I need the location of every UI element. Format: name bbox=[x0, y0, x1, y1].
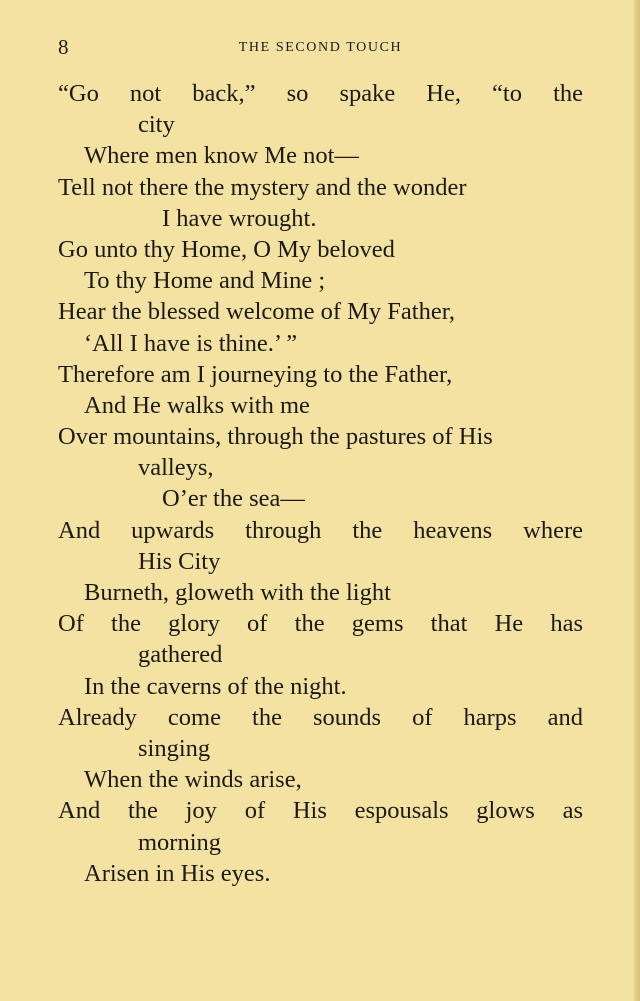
poem-line: gathered bbox=[138, 641, 223, 669]
page-edge bbox=[634, 0, 640, 1001]
poem-line: In the caverns of the night. bbox=[84, 672, 347, 700]
poem-line: O’er the sea— bbox=[162, 485, 305, 513]
poem-line: singing bbox=[138, 734, 211, 762]
poem-line: Go unto thy Home, O My beloved bbox=[58, 235, 395, 263]
poem-line: And the joy of His espousals glows as bbox=[58, 797, 583, 825]
poem-line: Therefore am I journeying to the Father, bbox=[58, 360, 453, 388]
poem-line: Burneth, gloweth with the light bbox=[84, 579, 391, 606]
poem-line: ‘All I have is thine.’ ” bbox=[84, 329, 298, 357]
page-header bbox=[58, 34, 583, 60]
poem-line: “Go not back,” so spake He, “to the bbox=[58, 80, 583, 107]
poem-line: Over mountains, through the pastures of His bbox=[58, 423, 493, 451]
poem-line: When the winds arise, bbox=[84, 766, 302, 794]
poem-line: Of the glory of the gems that He has bbox=[58, 610, 583, 638]
poem-line: Arisen in His eyes. bbox=[84, 859, 271, 887]
poem-line: Tell not there the mystery and the wonder bbox=[58, 173, 467, 201]
running-head: THE SECOND TOUCH bbox=[238, 40, 403, 55]
poem-line: morning bbox=[138, 828, 222, 856]
poem-line: city bbox=[138, 111, 175, 139]
poem-line: To thy Home and Mine ; bbox=[84, 267, 326, 295]
page-number: 8 bbox=[58, 35, 69, 59]
poem-line: And He walks with me bbox=[84, 391, 310, 419]
poem-line: Already come the sounds of harps and bbox=[58, 703, 583, 731]
poem-line: valleys, bbox=[138, 454, 214, 482]
poem-line: Where men know Me not— bbox=[84, 142, 359, 170]
poem bbox=[58, 78, 583, 889]
poem-line: And upwards through the heavens where bbox=[58, 516, 583, 544]
poem-line: I have wrought. bbox=[162, 204, 317, 232]
poem-line: His City bbox=[138, 547, 221, 575]
poem-line: Hear the blessed welcome of My Father, bbox=[58, 298, 456, 326]
